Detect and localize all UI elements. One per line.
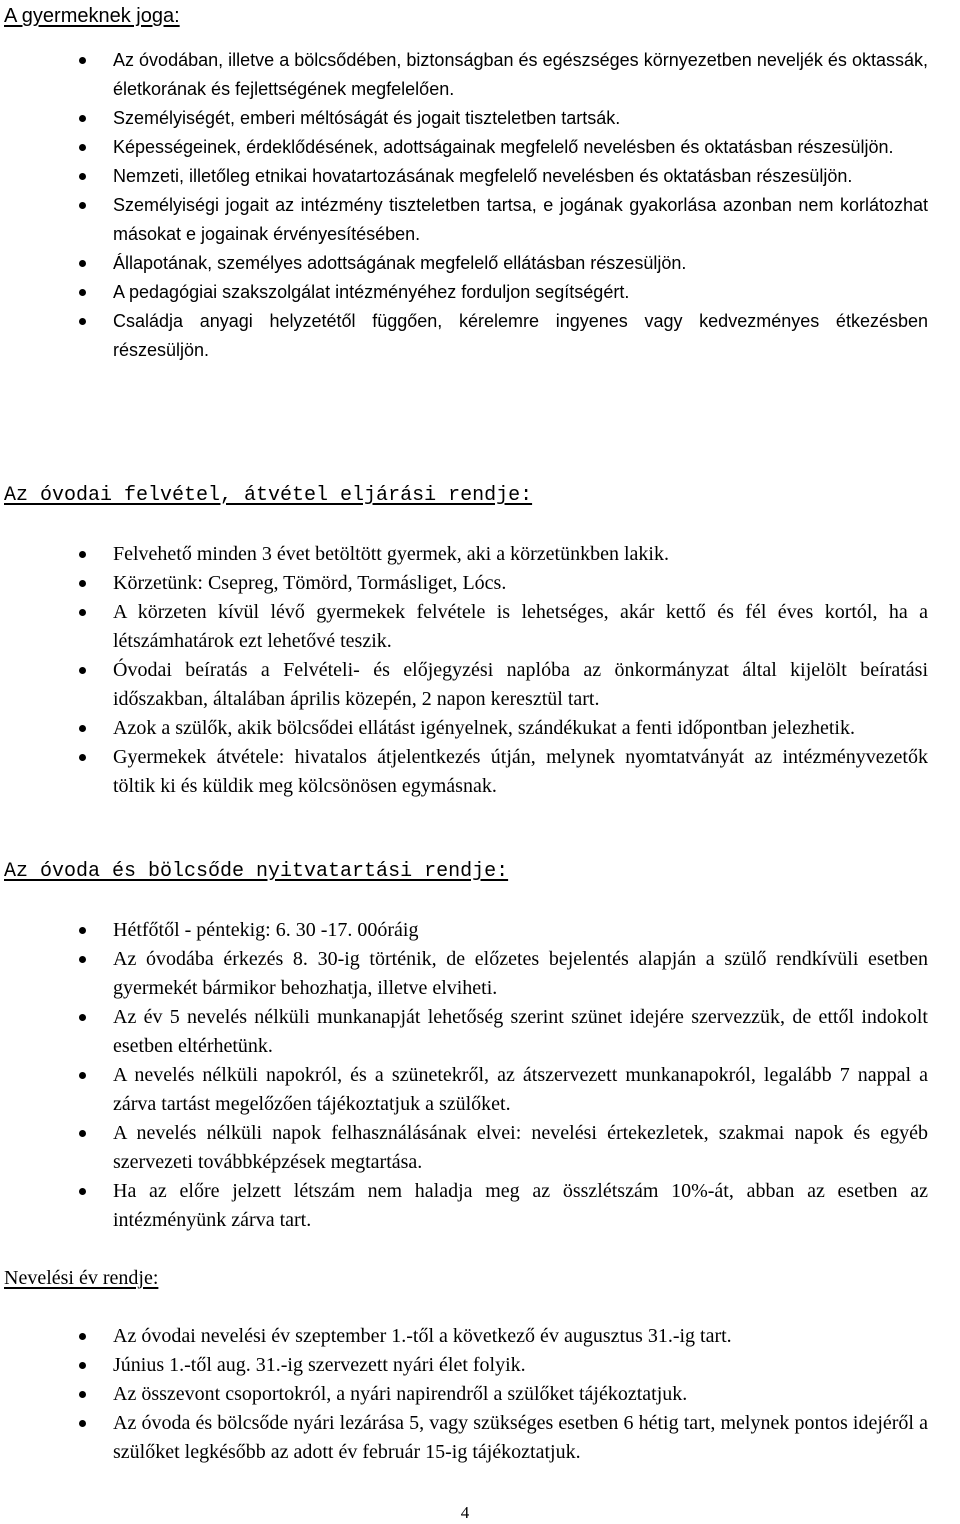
list-item: A nevelés nélküli napok felhasználásának elvei: nevelési értekezletek, szakmai napok és egyéb szervezeti továbbképzések megtartása. [0,1119,928,1177]
list-item: Gyermekek átvétele: hivatalos átjelentkezés útján, melynek nyomtatványát az intézményvezetők töltik ki és küldik meg kölcsönösen egymásnak. [0,743,928,801]
bullet-icon [79,1130,86,1137]
bullet-icon [79,956,86,963]
bullet-icon [79,1420,86,1427]
list-item: Az összevont csoportokról, a nyári napirendről a szülőket tájékoztatjuk. [0,1380,928,1409]
bullet-icon [79,667,86,674]
bullet-icon [79,318,86,325]
admission-list [0,540,928,801]
list-item: Az óvodai nevelési év szeptember 1.-től a következő év augusztus 31.-ig tart. [0,1322,928,1351]
list-item: Ha az előre jelzett létszám nem haladja meg az összlétszám 10%-át, abban az esetben az intézményünk zárva tart. [0,1177,928,1235]
list-item: Az óvodában, illetve a bölcsődében, biztonságban és egészséges környezetben neveljék és oktassák, életkorának és fejlettségének megfelelően. [0,46,928,104]
section-heading-opening-hours: Az óvoda és bölcsőde nyitvatartási rendje: [4,860,509,883]
list-item: Személyiségét, emberi méltóságát és jogait tiszteletben tartsák. [0,104,928,133]
list-item: Képességeinek, érdeklődésének, adottságainak megfelelő nevelésben és oktatásban részesüljön. [0,133,928,162]
list-item: Felvehető minden 3 évet betöltött gyermek, aki a körzetünkben lakik. [0,540,928,569]
bullet-icon [79,725,86,732]
bullet-icon [79,1391,86,1398]
bullet-icon [79,1072,86,1079]
bullet-icon [79,609,86,616]
list-item: Azok a szülők, akik bölcsődei ellátást igényelnek, szándékukat a fenti időpontban jelezhetik. [0,714,928,743]
section-heading-admission: Az óvodai felvétel, átvétel eljárási rendje: [4,484,533,507]
child-rights-list [0,46,928,365]
bullet-icon [79,1014,86,1021]
bullet-icon [79,580,86,587]
list-item: Nemzeti, illetőleg etnikai hovatartozásának megfelelő nevelésben és oktatásban részesüljön. [0,162,928,191]
bullet-icon [79,115,86,122]
opening-hours-list [0,916,928,1235]
section-heading-educational-year: Nevelési év rendje: [4,1267,159,1289]
list-item: Állapotának, személyes adottságának megfelelő ellátásban részesüljön. [0,249,928,278]
bullet-icon [79,144,86,151]
page-number: 4 [460,1503,470,1522]
list-item: Hétfőtől - péntekig: 6. 30 -17. 00óráig [0,916,928,945]
bullet-icon [79,1362,86,1369]
bullet-icon [79,551,86,558]
bullet-icon [79,927,86,934]
bullet-icon [79,173,86,180]
list-item: Június 1.-től aug. 31.-ig szervezett nyári élet folyik. [0,1351,928,1380]
list-item: Személyiségi jogait az intézmény tiszteletben tartsa, e jogának gyakorlása azonban nem korlátozhat másokat e jogainak érvényesítésében. [0,191,928,249]
list-item: Körzetünk: Csepreg, Tömörd, Tormásliget, Lócs. [0,569,928,598]
list-item: Óvodai beíratás a Felvételi- és előjegyzési naplóba az önkormányzat által kijelölt beíratási időszakban, általában április közepén, 2 napon keresztül tart. [0,656,928,714]
list-item: A pedagógiai szakszolgálat intézményéhez forduljon segítségért. [0,278,928,307]
bullet-icon [79,57,86,64]
section-heading-child-rights: A gyermeknek joga: [4,5,180,27]
bullet-icon [79,1333,86,1340]
bullet-icon [79,260,86,267]
bullet-icon [79,754,86,761]
educational-year-list [0,1322,928,1467]
list-item: Az óvoda és bölcsőde nyári lezárása 5, vagy szükséges esetben 6 hétig tart, melynek pontos idejéről a szülőket legkésőbb az adott év február 15-ig tájékoztatjuk. [0,1409,928,1467]
list-item: Az év 5 nevelés nélküli munkanapját lehetőség szerint szünet idejére szervezzük, de ettől indokolt esetben eltérhetünk. [0,1003,928,1061]
list-item: Az óvodába érkezés 8. 30-ig történik, de előzetes bejelentés alapján a szülő rendkívüli esetben gyermekét bármikor behozhatja, illetve elviheti. [0,945,928,1003]
bullet-icon [79,1188,86,1195]
bullet-icon [79,202,86,209]
list-item: A nevelés nélküli napokról, és a szünetekről, az átszervezett munkanapokról, legalább 7 nappal a zárva tartást megelőzően tájékoztatjuk a szülőket. [0,1061,928,1119]
list-item: Családja anyagi helyzetétől függően, kérelemre ingyenes vagy kedvezményes étkezésben részesüljön. [0,307,928,365]
list-item: A körzeten kívül lévő gyermekek felvétele is lehetséges, akár kettő és fél éves kortól, ha a létszámhatárok ezt lehetővé teszik. [0,598,928,656]
bullet-icon [79,289,86,296]
